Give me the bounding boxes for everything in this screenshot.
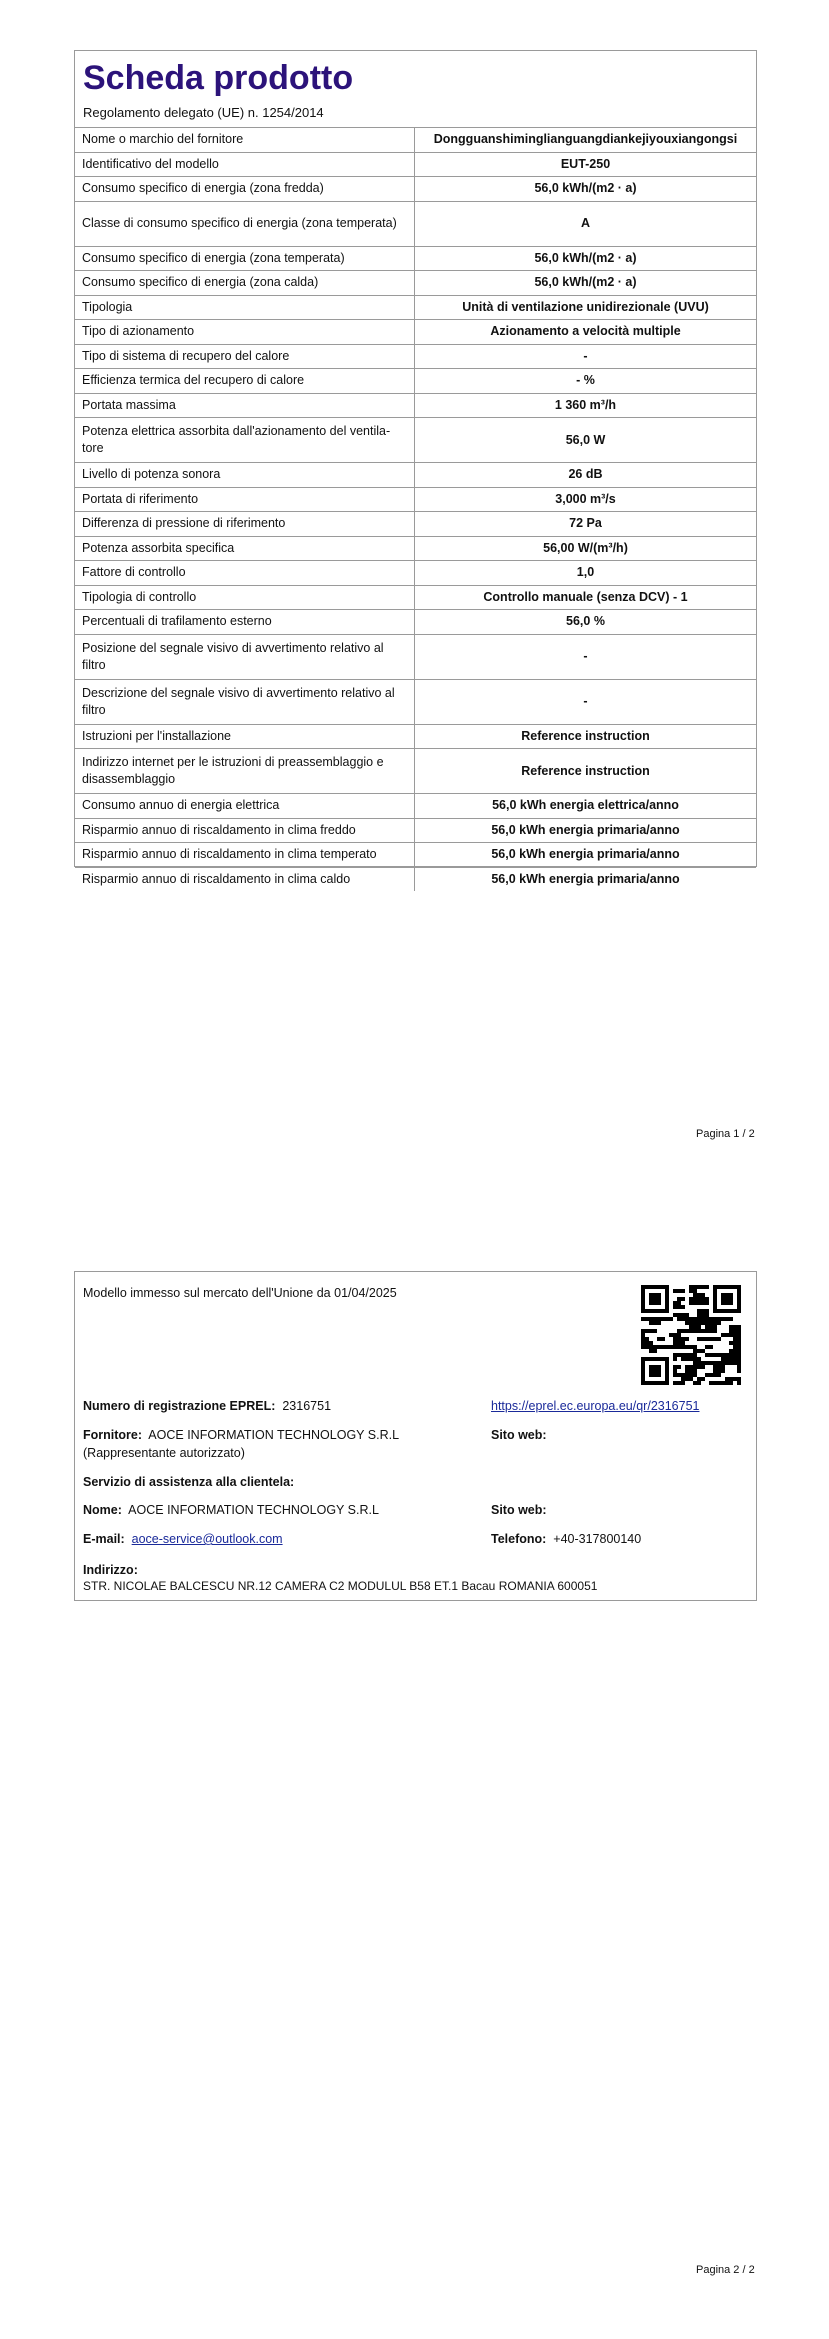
spec-row — [75, 724, 756, 749]
spec-value: Unità di ventilazione unidirezionale (UVU) — [415, 295, 757, 320]
spec-label: Istruzioni per l'installazione — [75, 724, 415, 749]
spec-row — [75, 128, 756, 153]
eprel-info-frame — [74, 1271, 757, 1601]
spec-label: Classe di consumo specifico di energia (zona temperata) — [75, 201, 415, 246]
spec-row — [75, 867, 756, 891]
spec-value: 56,0 kWh energia elettrica/anno — [415, 794, 757, 819]
spec-value: Reference instruction — [415, 749, 757, 794]
email-label: E-mail: — [83, 1532, 125, 1546]
spec-row — [75, 271, 756, 296]
spec-value: EUT-250 — [415, 152, 757, 177]
spec-label: Tipologia — [75, 295, 415, 320]
address-value: STR. NICOLAE BALCESCU NR.12 CAMERA C2 MODULUL B58 ET.1 Bacau ROMANIA 600051 — [83, 1579, 598, 1593]
service-phone — [491, 1530, 641, 1548]
spec-label: Livello di potenza sonora — [75, 463, 415, 488]
spec-value: - — [415, 344, 757, 369]
spec-value: 3,000 m³/s — [415, 487, 757, 512]
name-label: Nome: — [83, 1503, 122, 1517]
spec-value: 56,0 W — [415, 418, 757, 463]
regulation-text: Regolamento delegato (UE) n. 1254/2014 — [83, 105, 324, 120]
qr-code — [641, 1285, 741, 1385]
spec-value: 56,00 W/(m³/h) — [415, 536, 757, 561]
spec-row — [75, 561, 756, 586]
spec-row — [75, 152, 756, 177]
spec-row — [75, 344, 756, 369]
address-label: Indirizzo: — [83, 1563, 138, 1577]
spec-row — [75, 843, 756, 868]
spec-value: - — [415, 634, 757, 679]
spec-row — [75, 369, 756, 394]
name-value: AOCE INFORMATION TECHNOLOGY S.R.L — [128, 1503, 379, 1517]
supplier — [83, 1426, 483, 1462]
spec-label: Percentuali di trafilamento esterno — [75, 610, 415, 635]
service-name — [83, 1501, 379, 1519]
spec-row — [75, 512, 756, 537]
spec-label: Identificativo del modello — [75, 152, 415, 177]
spec-row — [75, 794, 756, 819]
eprel-number: 2316751 — [282, 1399, 332, 1413]
spec-label: Indirizzo internet per le istruzioni di preassemblaggio e disassemblaggio — [75, 749, 415, 794]
eprel-registration — [83, 1397, 331, 1415]
spec-value: - — [415, 679, 757, 724]
email-link[interactable]: aoce-service@outlook.com — [131, 1532, 283, 1546]
spec-row — [75, 749, 756, 794]
spec-row — [75, 487, 756, 512]
page-number-1: Pagina 1 / 2 — [696, 1128, 755, 1140]
spec-label: Nome o marchio del fornitore — [75, 128, 415, 153]
spec-label: Risparmio annuo di riscaldamento in clima caldo — [75, 867, 415, 891]
spec-row — [75, 393, 756, 418]
phone-label: Telefono: — [491, 1532, 547, 1546]
spec-value: 56,0 kWh/(m2 · a) — [415, 177, 757, 202]
supplier-label: Fornitore: — [83, 1428, 143, 1442]
spec-value: 56,0 kWh energia primaria/anno — [415, 843, 757, 868]
spec-row — [75, 201, 756, 246]
spec-label: Tipo di sistema di recupero del calore — [75, 344, 415, 369]
eprel-link[interactable]: https://eprel.ec.europa.eu/qr/2316751 — [491, 1399, 700, 1413]
spec-value: 26 dB — [415, 463, 757, 488]
service-website-label: Sito web: — [491, 1503, 547, 1517]
supplier-value: AOCE INFORMATION TECHNOLOGY S.R.L (Rappresentante autorizzato) — [83, 1428, 399, 1460]
spec-value: Azionamento a velocità multiple — [415, 320, 757, 345]
spec-row — [75, 610, 756, 635]
spec-row — [75, 295, 756, 320]
spec-value: 72 Pa — [415, 512, 757, 537]
spec-row — [75, 320, 756, 345]
spec-value: 1,0 — [415, 561, 757, 586]
spec-label: Potenza assorbita specifica — [75, 536, 415, 561]
market-date: Modello immesso sul mercato dell'Unione da 01/04/2025 — [83, 1286, 397, 1300]
spec-value: - % — [415, 369, 757, 394]
spec-label: Tipologia di controllo — [75, 585, 415, 610]
spec-value: 56,0 kWh/(m2 · a) — [415, 246, 757, 271]
spec-label: Fattore di controllo — [75, 561, 415, 586]
spec-value: Dongguanshiminglianguangdiankejiyouxiangongsi — [415, 128, 757, 153]
spec-label: Risparmio annuo di riscaldamento in clima freddo — [75, 818, 415, 843]
spec-value: Reference instruction — [415, 724, 757, 749]
spec-label: Potenza elettrica assorbita dall'azionamento del ventila-tore — [75, 418, 415, 463]
spec-table — [75, 127, 756, 891]
spec-label: Consumo specifico di energia (zona calda) — [75, 271, 415, 296]
spec-row — [75, 463, 756, 488]
spec-label: Tipo di azionamento — [75, 320, 415, 345]
spec-label: Consumo specifico di energia (zona temperata) — [75, 246, 415, 271]
spec-label: Risparmio annuo di riscaldamento in clima temperato — [75, 843, 415, 868]
spec-label: Differenza di pressione di riferimento — [75, 512, 415, 537]
service-email — [83, 1530, 283, 1548]
spec-value: 1 360 m³/h — [415, 393, 757, 418]
spec-label: Posizione del segnale visivo di avvertimento relativo al filtro — [75, 634, 415, 679]
spec-value: 56,0 kWh/(m2 · a) — [415, 271, 757, 296]
spec-row — [75, 634, 756, 679]
spec-value: A — [415, 201, 757, 246]
spec-row — [75, 418, 756, 463]
spec-row — [75, 246, 756, 271]
spec-row — [75, 679, 756, 724]
spec-label: Portata massima — [75, 393, 415, 418]
spec-row — [75, 585, 756, 610]
spec-label: Efficienza termica del recupero di calore — [75, 369, 415, 394]
spec-label: Consumo annuo di energia elettrica — [75, 794, 415, 819]
spec-label: Descrizione del segnale visivo di avvertimento relativo al filtro — [75, 679, 415, 724]
spec-value: 56,0 kWh energia primaria/anno — [415, 867, 757, 891]
customer-service-label: Servizio di assistenza alla clientela: — [83, 1475, 295, 1489]
eprel-label: Numero di registrazione EPREL: — [83, 1399, 276, 1413]
spec-row — [75, 536, 756, 561]
spec-row — [75, 818, 756, 843]
spec-value: 56,0 kWh energia primaria/anno — [415, 818, 757, 843]
spec-row — [75, 177, 756, 202]
page-title: Scheda prodotto — [83, 59, 354, 97]
page-number-2: Pagina 2 / 2 — [696, 2264, 755, 2276]
supplier-website-label: Sito web: — [491, 1428, 547, 1442]
product-sheet-frame — [74, 50, 757, 886]
spec-value: 56,0 % — [415, 610, 757, 635]
phone-value: +40-317800140 — [553, 1532, 642, 1546]
spec-label: Consumo specifico di energia (zona fredda) — [75, 177, 415, 202]
spec-value: Controllo manuale (senza DCV) - 1 — [415, 585, 757, 610]
spec-label: Portata di riferimento — [75, 487, 415, 512]
